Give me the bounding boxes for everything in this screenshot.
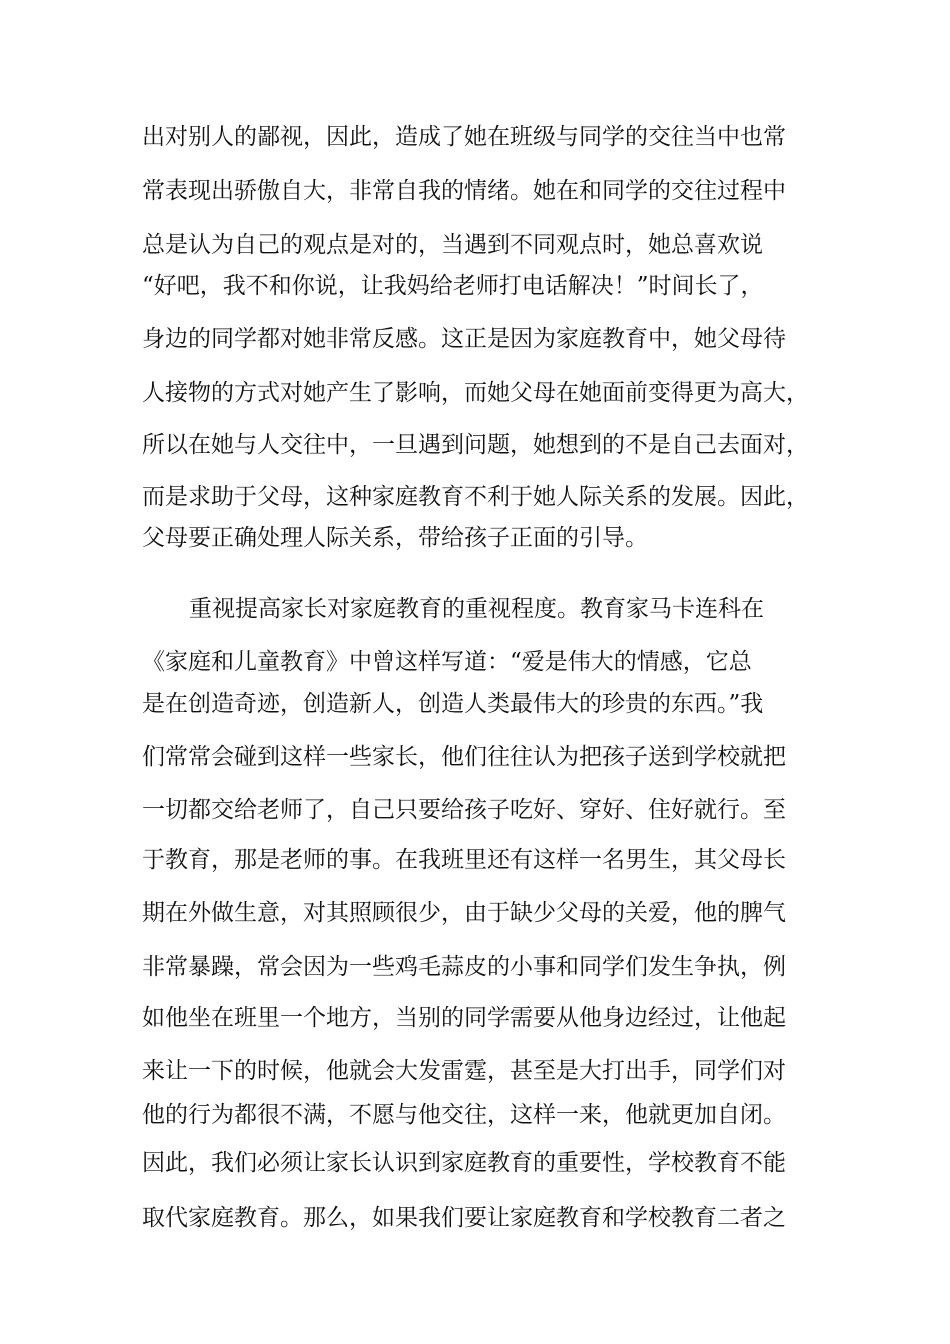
text-line: 出对别人的鄙视，因此，造成了她在班级与同学的交往当中也常 xyxy=(142,124,786,150)
text-line: 因此，我们必须让家长认识到家庭教育的重要性，学校教育不能 xyxy=(142,1150,786,1176)
text-line: 来让一下的时候，他就会大发雷霆，甚至是大打出手，同学们对 xyxy=(142,1058,786,1084)
text-line: 总是认为自己的观点是对的，当遇到不同观点时，她总喜欢说 xyxy=(142,232,763,258)
text-line: 一切都交给老师了，自己只要给孩子吃好、穿好、住好就行。至 xyxy=(142,797,786,823)
text-line: 常表现出骄傲自大，非常自我的情绪。她在和同学的交往过程中 xyxy=(142,178,786,204)
text-line: 所以在她与人交往中，一旦遇到问题，她想到的不是自己去面对， xyxy=(142,432,809,458)
text-line: 如他坐在班里一个地方，当别的同学需要从他身边经过，让他起 xyxy=(142,1005,786,1031)
text-line: 非常暴躁，常会因为一些鸡毛蒜皮的小事和同学们发生争执，例 xyxy=(142,954,786,980)
text-line: 是在创造奇迹，创造新人，创造人类最伟大的珍贵的东西。”我 xyxy=(142,691,764,717)
text-line: 于教育，那是老师的事。在我班里还有这样一名男生，其父母长 xyxy=(142,847,786,873)
text-line: 期在外做生意，对其照顾很少，由于缺少父母的关爱，他的脾气 xyxy=(142,900,786,926)
text-line: 他的行为都很不满，不愿与他交往，这样一来，他就更加自闭。 xyxy=(142,1102,786,1128)
text-line: 而是求助于父母，这种家庭教育不利于她人际关系的发展。因此， xyxy=(142,484,809,510)
text-line: 们常常会碰到这样一些家长，他们往往认为把孩子送到学校就把 xyxy=(142,744,786,770)
text-line: 《家庭和儿童教育》中曾这样写道：“爱是伟大的情感，它总 xyxy=(142,649,752,675)
text-line: “好吧，我不和你说，让我妈给老师打电话解决！”时间长了， xyxy=(142,273,764,299)
text-line: 重视提高家长对家庭教育的重视程度。教育家马卡连科在 xyxy=(189,596,764,622)
text-line: 取代家庭教育。那么，如果我们要让家庭教育和学校教育二者之 xyxy=(142,1205,786,1231)
text-line: 身边的同学都对她非常反感。这正是因为家庭教育中，她父母待 xyxy=(142,326,786,352)
text-line: 人接物的方式对她产生了影响，而她父母在她面前变得更为高大， xyxy=(142,380,809,406)
text-line: 父母要正确处理人际关系，带给孩子正面的引导。 xyxy=(142,525,648,551)
